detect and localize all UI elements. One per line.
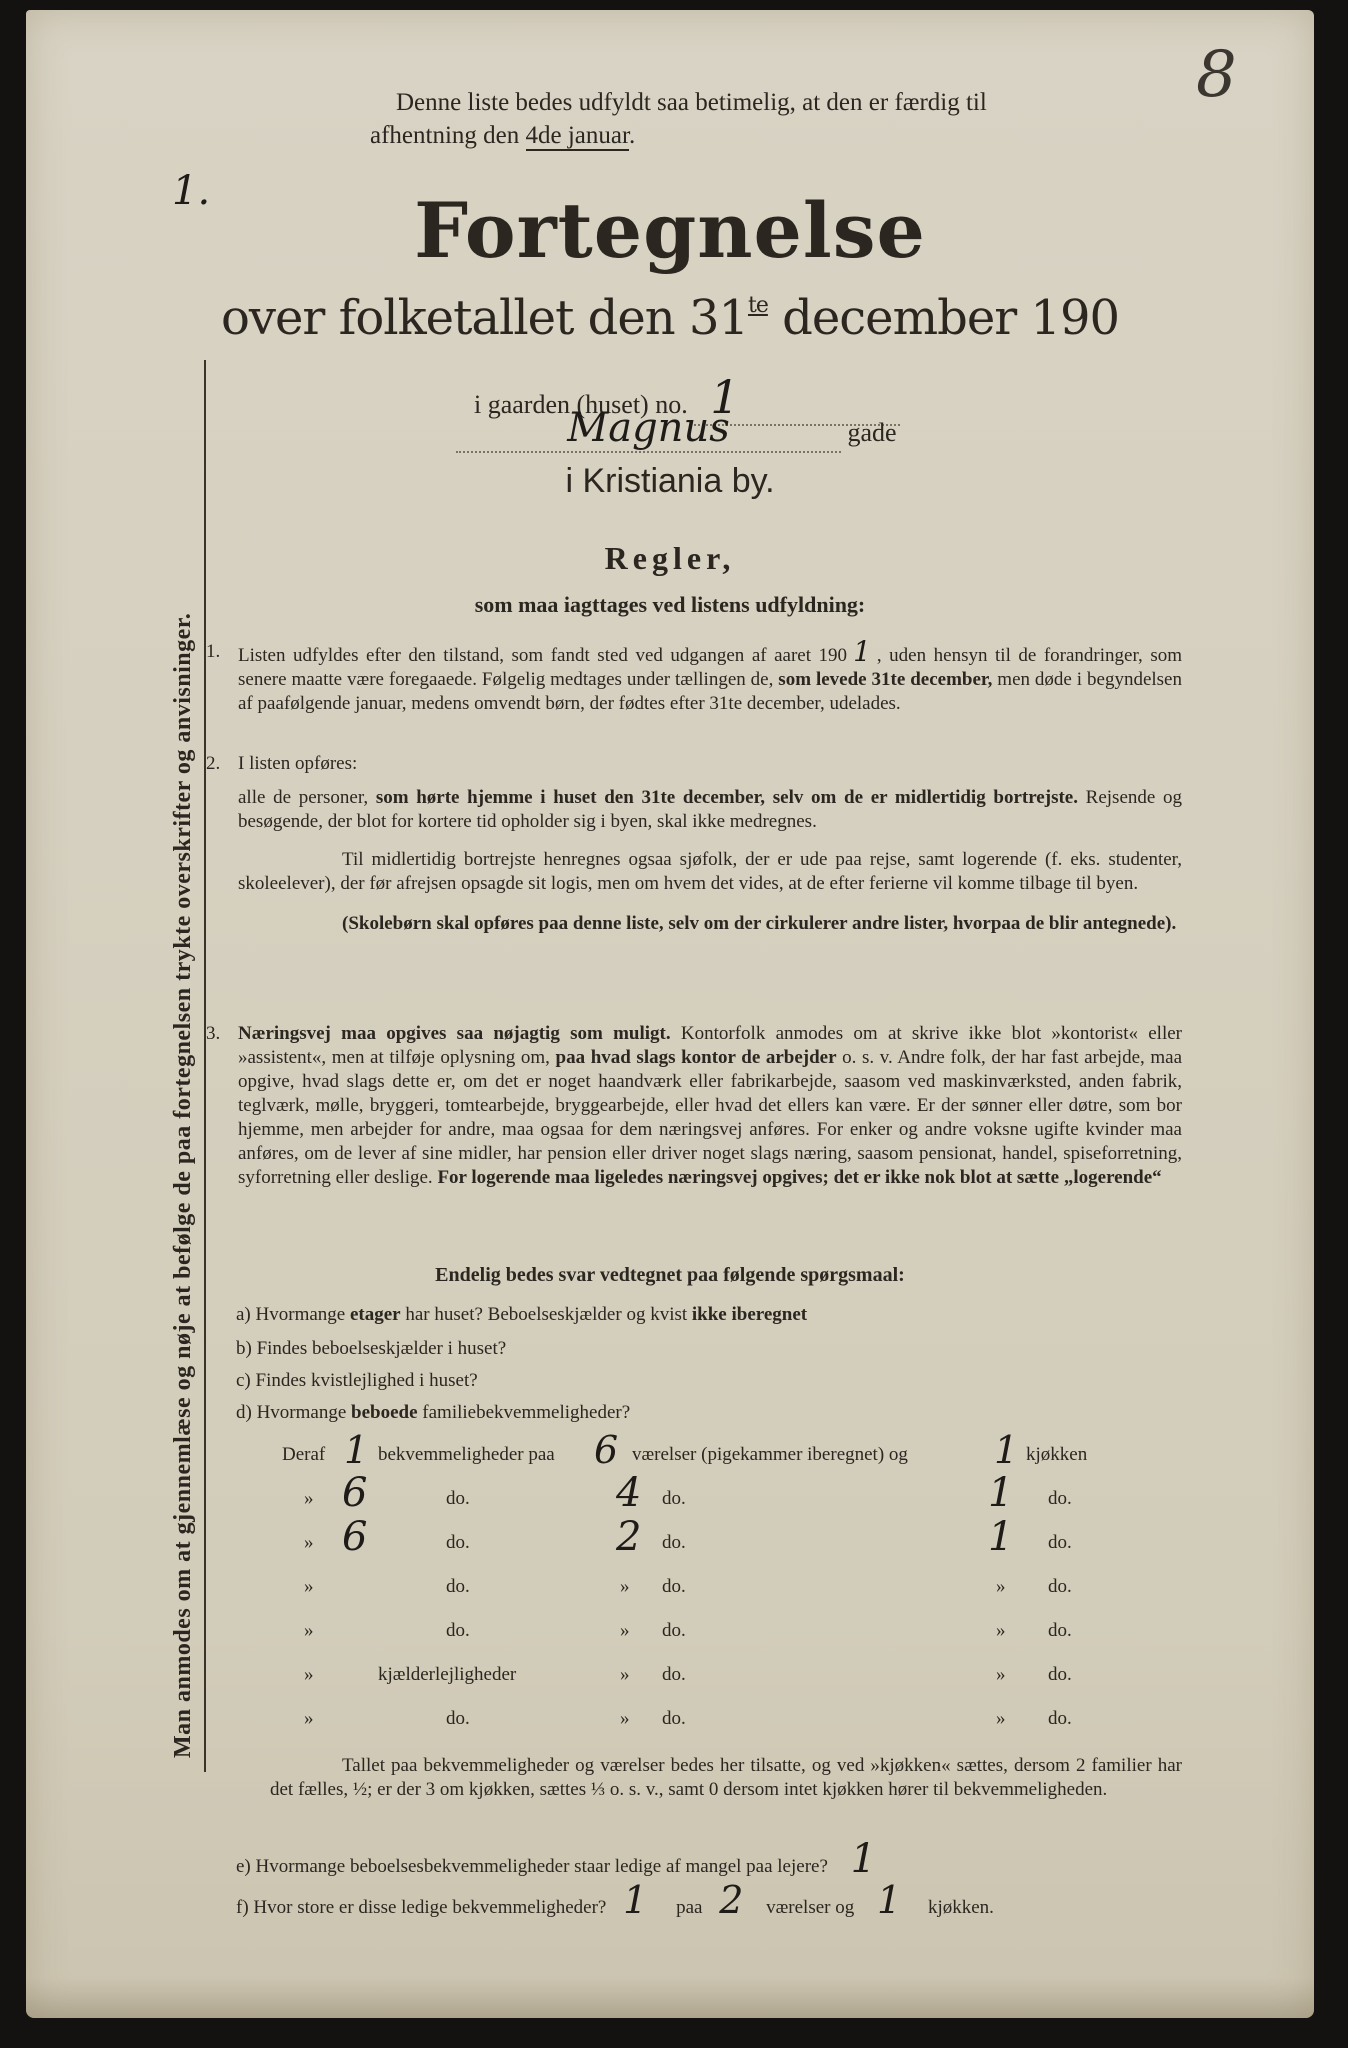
- corner-page-number: 8: [1196, 38, 1237, 112]
- row3-kitchens[interactable]: 1: [988, 1514, 1014, 1560]
- page-title: Fortegnelse: [414, 186, 926, 275]
- question-a: a) Hvormange etager har huset? Beboelseskjælder og kvist ikke iberegnet: [236, 1304, 808, 1325]
- row2-units[interactable]: 6: [342, 1470, 368, 1516]
- corner-mark: 1.: [172, 168, 211, 214]
- row3-units[interactable]: 6: [342, 1514, 368, 1560]
- question-f: f) Hvor store er disse ledige bekvemmeligheder? 1 paa 2 værelser og 1 kjøkken.: [236, 1878, 994, 1922]
- side-divider-line: [204, 360, 206, 1772]
- row1-kitchens[interactable]: 1: [994, 1428, 1019, 1472]
- question-e: e) Hvormange beboelsesbekvemmeligheder staar ledige af mangel paa lejere? 1: [236, 1836, 877, 1882]
- questions-heading: Endelig bedes svar vedtegnet paa følgende spørgsmaal:: [435, 1264, 905, 1286]
- question-e-answer[interactable]: 1: [850, 1836, 877, 1882]
- question-f-units-answer[interactable]: 1: [623, 1878, 648, 1922]
- row3-rooms[interactable]: 2: [616, 1514, 642, 1560]
- row2-kitchens[interactable]: 1: [988, 1470, 1014, 1516]
- row1-units[interactable]: 1: [344, 1428, 369, 1472]
- side-instruction-text: Man anmodes om at gjennemlæse og nøje at befølge de paa fortegnelsen trykte overskrifter og anvisninger.: [170, 612, 196, 1758]
- pickup-date: 4de januar: [525, 122, 629, 149]
- question-d: d) Hvormange beboede familiebekvemmeligheder?: [236, 1402, 631, 1423]
- house-number-label: i gaarden (huset) no.: [474, 390, 688, 419]
- header-note: [370, 86, 1190, 152]
- footnote: Tallet paa bekvemmeligheder og værelser bedes her tilsatte, og ved »kjøkken« sættes, dersom 2 familier har det fælles, ½; er der 3 om kjøkken, sættes ⅓ o. s. v., samt 0 dersom intet kjøkken hører til bekvemmeligheden.: [270, 1755, 1182, 1800]
- city-line: i Kristiania by.: [565, 462, 775, 500]
- header-note-line1: Denne liste bedes udfyldt saa betimelig, at den er færdig til: [396, 89, 987, 116]
- page-subtitle: over folketallet den $31^{te}$ december 190: [220, 290, 1120, 346]
- header-note-line2: afhentning den 4de januar.: [370, 122, 636, 149]
- cellar-label: kjælderlejligheder: [378, 1664, 517, 1685]
- rule-1: 1. Listen udfyldes efter den tilstand, som fandt sted ved udgangen af aaret 190 1 , uden hensyn til de forandringer, som senere maatte være foregaaede. Følgelig medtages under tællingen de, som levede 31te december, men døde i begyndelsen af paafølgende januar, medens omvendt børn, der fødtes efter 31te december, udelades.: [206, 635, 1182, 714]
- house-number-value[interactable]: 1: [694, 370, 900, 426]
- street-name-value[interactable]: Magnus: [456, 405, 841, 453]
- dwellings-row-header: Deraf: [282, 1444, 326, 1465]
- rule-3: 3. Næringsvej maa opgives saa nøjagtig som muligt. Kontorfolk anmodes om at skrive ikke blot »kontorist« eller »assistent«, men at tilføje oplysning om, paa hvad slags kontor de arbejder o. s. v. Andre folk, der har fast arbejde, maa opgive, hvad slags dette er, om det er noget haandværk eller fabrikarbejde, saasom ved maskinværksted, anden fabrik, teglværk, mølle, bryggeri, tomtearbejde, bryggearbejde, eller hvad det ellers kan være. Er der sønner eller døtre, som bor hjemme, men arbejder for andre, maa ogsaa for dem næringsvej anføres. For enker og andre voksne ugifte kvinder maa anføres, om de lever af sine midler, har pension eller driver noget slags næring, saasom pensionat, handel, spiseforretning, syforretning eller deslige. For logerende maa ligeledes næringsvej opgives; det er ikke nok blot at sætte „logerende“: [206, 1023, 1183, 1188]
- year-digit-answer[interactable]: 1: [853, 635, 871, 668]
- census-form-page: Denne liste bedes udfyldt saa betimelig, at den er færdig til afhentning den 4de januar. 8 1. Fortegnelse over folketallet den $31^{te}$ december 190 i gaarden (huset) no. 1 Magnus gade i Kristiania by. Regler, som maa iagttages ved listens udfyldning: 1. Listen udfyldes efter den tilstand, som fandt sted ved udgangen af aaret 190 1 , uden hensyn til de forandringer, som senere maatte være foregaaede. Følgelig medtages under tællingen de, som levede 31te december, men døde i begyndelsen af paafølgende januar, medens omvendt børn, der fødtes efter 31te december, udelades. 2. I listen opføres: alle de personer, som hørte hjemme i huset den 31te december, selv om de er midlertidig bortrejste. Rejsende og besøgende, der blot for kortere tid opholder sig i byen, skal ikke medregnes. Til midlertidig bortrejste henregnes ogsaa sjøfolk, der er ude paa rejse, samt logerende (f. eks. studenter, skoleelever), der før afrejsen opsagde sit logis, men om hvem det vides, at de efter ferierne vil komme tilbage til byen. (Skolebørn skal opføres paa denne liste, selv om der cirkulerer andre lister, hvorpaa de blir antegnede). 3. Næringsvej maa opgives saa nøjagtig som muligt. Kontorfolk anmodes om at skrive ikke blot »kontorist« eller »assistent«, men at tilføje oplysning om, paa hvad slags kontor de arbejder o. s. v. Andre folk, der har fast arbejde, maa opgive, hvad slags dette er, om det er noget haandværk eller fabrikarbejde, saasom ved maskinværksted, anden fabrik, teglværk, mølle, bryggeri, tomtearbejde, bryggearbejde, eller hvad det ellers kan være. Er der sønner eller døtre, som bor hjemme, men arbejder for andre, maa ogsaa for dem næringsvej anføres. For enker og andre voksne ugifte kvinder maa anføres, om de lever af sine midler, har pension eller driver noget slags næring, saasom pensionat, handel, spiseforretning, syforretning eller deslige. For logerende maa ligeledes næringsvej opgives; det er ikke nok blot at sætte „logerende“ Endelig bedes svar vedtegnet paa følgende spørgsmaal: a) Hvormange etager har huset? Beboelseskjælder og kvist ikke iberegnet b) Findes beboelseskjælder i huset? c) Findes kvistlejlighed i huset? d) Hvormange beboede familiebekvemmeligheder? Deraf 1 bekvemmeligheder paa 6 værelser (pigekammer iberegnet) og 1 kjøkken » 6 do. 4 do. 1 do. » 6 do. 2 do. 1 do. » do. » do. » do. » do. » do. » do. » kjælderlejligheder » do. » do. » do. » do. » do. Tallet paa bekvemmeligheder og værelser bedes her tilsatte, og ved »kjøkken« sættes, dersom 2 familier har det fælles, ½; er der 3 om kjøkken, sættes ⅓ o. s. v., samt 0 dersom intet kjøkken hører til bekvemmeligheden. e) Hvormange beboelsesbekvemmeligheder staar ledige af mangel paa lejere? 1 f) Hvor store er disse ledige bekvemmeligheder? 1 paa 2 værelser og 1 kjøkken. Man anmodes om at gjennemlæse og nøje at befølge de paa fortegnelsen trykte overskrifter og anvisninger.: [26, 10, 1314, 2018]
- question-f-rooms-answer[interactable]: 2: [719, 1878, 744, 1922]
- street-field: [456, 405, 897, 453]
- street-suffix: gade: [847, 418, 897, 447]
- rule-2: 2. I listen opføres: alle de personer, som hørte hjemme i huset den 31te december, selv om de er midlertidig bortrejste. Rejsende og besøgende, der blot for kortere tid opholder sig i byen, skal ikke medregnes. Til midlertidig bortrejste henregnes ogsaa sjøfolk, der er ude paa rejse, samt logerende (f. eks. studenter, skoleelever), der før afrejsen opsagde sit logis, men om hvem det vides, at de efter ferierne vil komme tilbage til byen. (Skolebørn skal opføres paa denne liste, selv om der cirkulerer andre lister, hvorpaa de blir antegnede).: [206, 753, 1183, 934]
- question-c: c) Findes kvistlejlighed i huset?: [236, 1370, 478, 1391]
- row1-rooms[interactable]: 6: [594, 1428, 619, 1472]
- row2-rooms[interactable]: 4: [616, 1470, 642, 1516]
- rules-heading: Regler,: [604, 540, 736, 576]
- question-b: b) Findes beboelseskjælder i huset?: [236, 1338, 507, 1359]
- rules-subheading: som maa iagttages ved listens udfyldning:: [474, 592, 866, 617]
- question-f-kitchens-answer[interactable]: 1: [877, 1878, 902, 1922]
